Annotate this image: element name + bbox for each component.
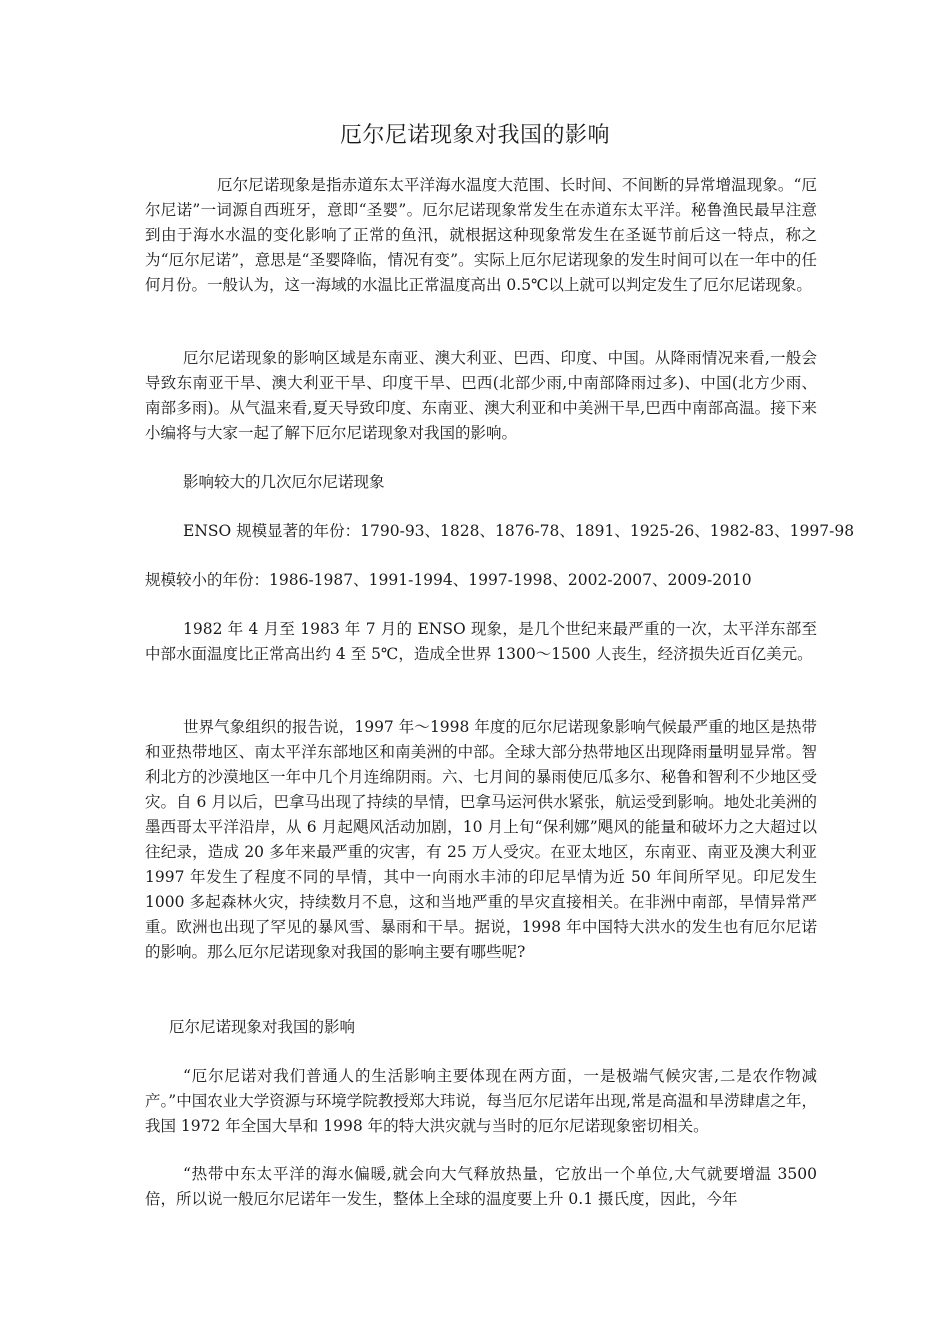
section-heading-major-events: 影响较大的几次厄尔尼诺现象 bbox=[183, 473, 385, 491]
paragraph-ocean-heat: “热带中东太平洋的海水偏暖,就会向大气释放热量，它放出一个单位,大气就要增温 3500 倍，所以说一般厄尔尼诺年一发生，整体上全球的温度要上升 0.1 摄氏度，因此，今年 bbox=[145, 1165, 817, 1208]
paragraph-1982-event: 1982 年 4 月至 1983 年 7 月的 ENSO 现象，是几个世纪来最严重的一次，太平洋东部至中部水面温度比正常高出约 4 至 5℃，造成全世界 1300～1500 人丧生，经济损失近百亿美元。 bbox=[145, 620, 817, 663]
document-title: 厄尔尼诺现象对我国的影响 bbox=[339, 123, 610, 148]
enso-major-years: ENSO 规模显著的年份：1790-93、1828、1876-78、1891、1925-26、1982-83、1997-98 bbox=[183, 522, 855, 540]
paragraph-expert-quote: “厄尔尼诺对我们普通人的生活影响主要体现在两方面，一是极端气候灾害,二是农作物减产。”中国农业大学资源与环境学院教授郑大玮说，每当厄尔尼诺年出现,常是高温和旱涝肆虐之年，我国 1972 年全国大旱和 1998 年的特大洪灾就与当时的厄尔尼诺现象密切相关。 bbox=[145, 1067, 817, 1135]
paragraph-1997-event: 世界气象组织的报告说，1997 年～1998 年度的厄尔尼诺现象影响气候最严重的地区是热带和亚热带地区、南太平洋东部地区和南美洲的中部。全球大部分热带地区出现降雨量明显异常。智利北方的沙漠地区一年中几个月连绵阴雨。六、七月间的暴雨使厄瓜多尔、秘鲁和智利不少地区受灾。自 6 月以后，巴拿马出现了持续的旱情，巴拿马运河供水紧张，航运受到影响。地处北美洲的墨西哥太平洋沿岸，从 6 月起飓风活动加剧，10 月上旬“保利娜”飓风的能量和破坏力之大超过以往纪录，造成 20 多年来最严重的灾害，有 25 万人受灾。在亚太地区，东南亚、南亚及澳大利亚 1997 年发生了程度不同的旱情，其中一向雨水丰沛的印尼旱情为近 50 年间所罕见。印尼发生 1000 多起森林火灾，持续数月不息，这和当地严重的旱灾直接相关。在非洲中南部，旱情异常严重。欧洲也出现了罕见的暴风雪、暴雨和干旱。据说，1998 年中国特大洪水的发生也有厄尔尼诺的影响。那么厄尔尼诺现象对我国的影响主要有哪些呢? bbox=[145, 718, 817, 961]
paragraph-definition: 厄尔尼诺现象是指赤道东太平洋海水温度大范围、长时间、不间断的异常增温现象。“厄尔尼诺”一词源自西班牙，意即“圣婴”。厄尔尼诺现象常发生在赤道东太平洋。秘鲁渔民最早注意到由于海水水温的变化影响了正常的鱼汛，就根据这种现象常发生在圣诞节前后这一特点，称之为“厄尔尼诺”，意思是“圣婴降临，情况有变”。实际上厄尔尼诺现象的发生时间可以在一年中的任何月份。一般认为，这一海域的水温比正常温度高出 0.5℃以上就可以判定发生了厄尔尼诺现象。 bbox=[145, 176, 817, 294]
enso-minor-years: 规模较小的年份：1986-1987、1991-1994、1997-1998、2002-2007、2009-2010 bbox=[145, 571, 752, 589]
section-heading-china-impact: 厄尔尼诺现象对我国的影响 bbox=[169, 1018, 356, 1036]
paragraph-impact-regions: 厄尔尼诺现象的影响区域是东南亚、澳大利亚、巴西、印度、中国。从降雨情况来看,一般会导致东南亚干旱、澳大利亚干旱、印度干旱、巴西(北部少雨,中南部降雨过多)、中国(北方少雨、南部多雨)。从气温来看,夏天导致印度、东南亚、澳大利亚和中美洲干旱,巴西中南部高温。接下来小编将与大家一起了解下厄尔尼诺现象对我国的影响。 bbox=[145, 349, 817, 442]
